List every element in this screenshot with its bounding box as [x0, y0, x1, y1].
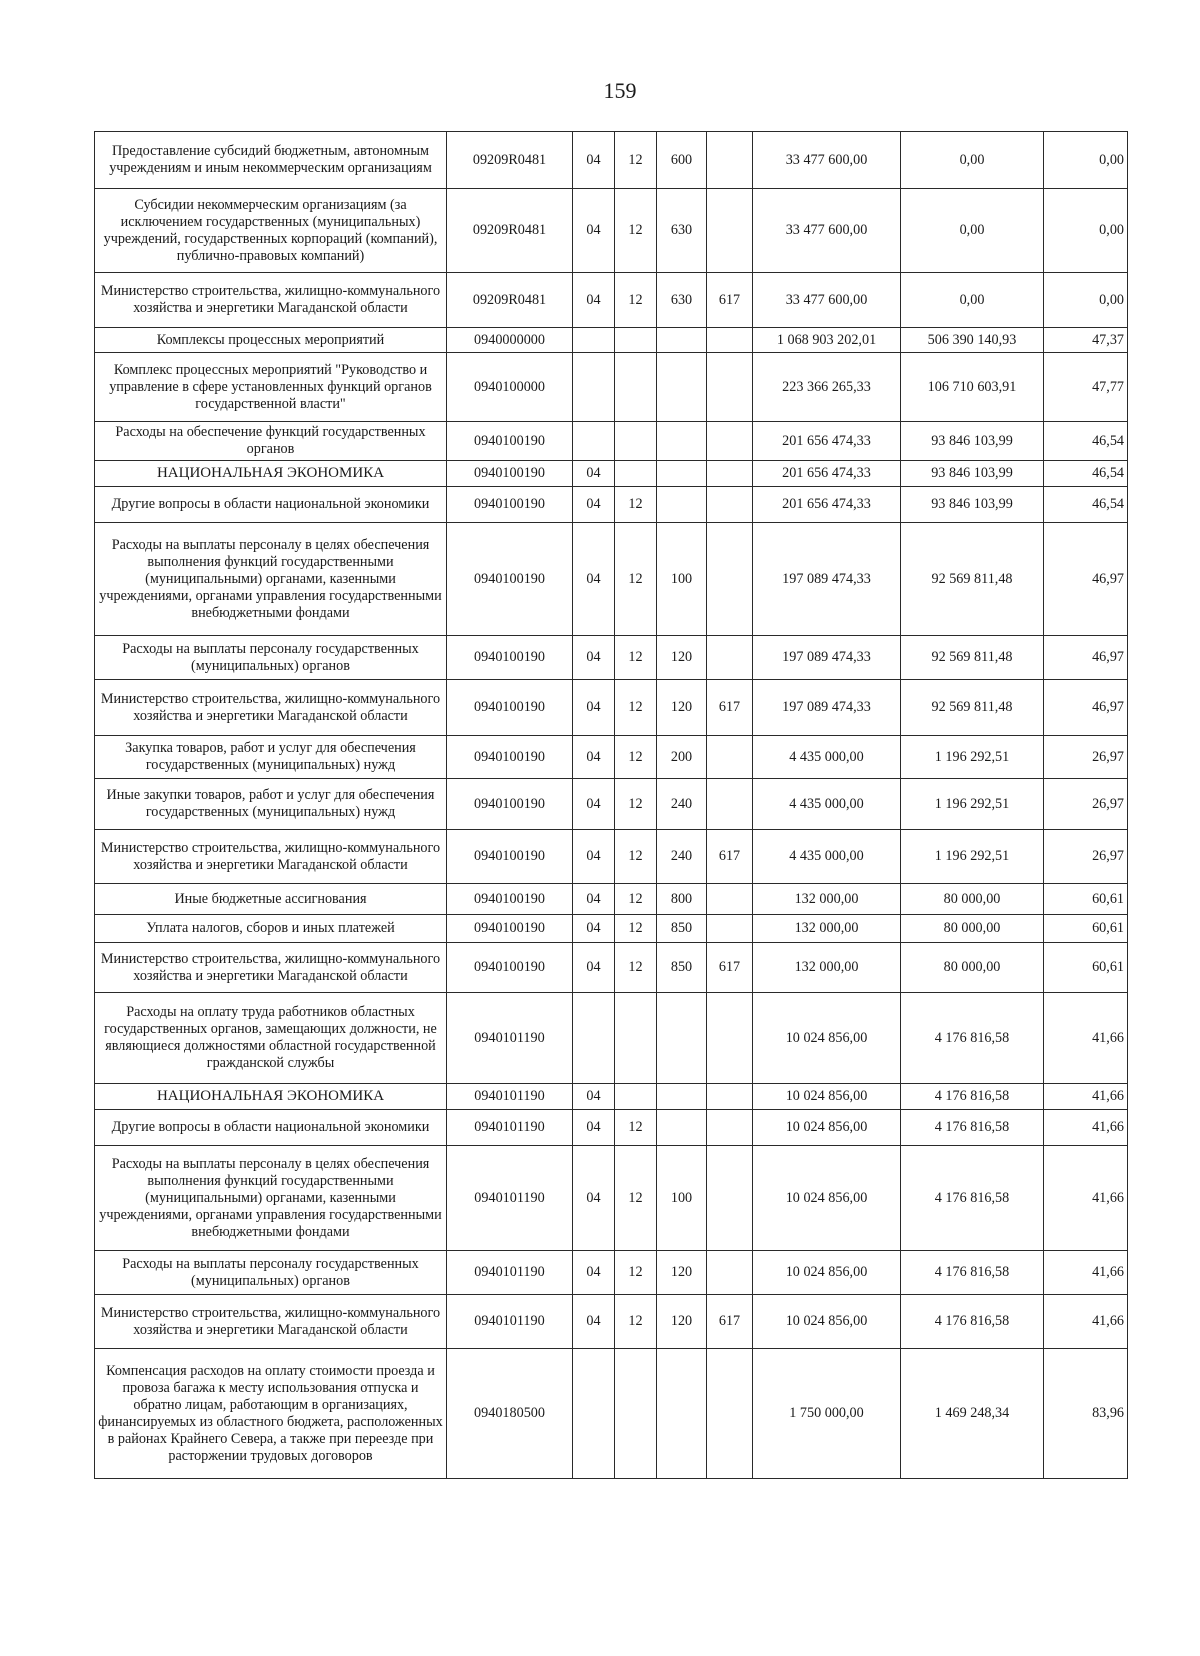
row-name-cell: Расходы на оплату труда работников областных государственных органов, замещающих должности, не являющиеся должностями областной государственной гражданской службы [95, 993, 447, 1084]
row-percent-cell: 46,97 [1044, 523, 1128, 636]
row-csr-cell: 0940100190 [447, 779, 573, 830]
row-percent-cell: 46,54 [1044, 461, 1128, 487]
row-admin-code-cell: 617 [707, 680, 753, 736]
row-expense-type-cell [657, 461, 707, 487]
page-number: 159 [603, 78, 637, 103]
row-section-cell [573, 328, 615, 353]
row-admin-code-cell [707, 328, 753, 353]
row-section-cell: 04 [573, 1110, 615, 1146]
row-percent-cell: 83,96 [1044, 1349, 1128, 1479]
table-row [95, 1146, 1128, 1251]
row-admin-code-cell [707, 915, 753, 943]
row-expense-type-cell: 600 [657, 132, 707, 189]
row-expense-type-cell: 100 [657, 523, 707, 636]
row-csr-cell: 0940100190 [447, 830, 573, 884]
row-percent-cell: 0,00 [1044, 189, 1128, 273]
row-plan-cell: 201 656 474,33 [753, 487, 901, 523]
row-fact-cell: 1 196 292,51 [901, 779, 1044, 830]
row-csr-cell: 0940100190 [447, 680, 573, 736]
row-plan-cell: 33 477 600,00 [753, 189, 901, 273]
row-name-cell: Министерство строительства, жилищно-коммунального хозяйства и энергетики Магаданской области [95, 943, 447, 993]
row-plan-cell: 10 024 856,00 [753, 1251, 901, 1295]
row-plan-cell: 132 000,00 [753, 943, 901, 993]
row-plan-cell: 10 024 856,00 [753, 1146, 901, 1251]
row-expense-type-cell [657, 328, 707, 353]
row-name-cell: Министерство строительства, жилищно-коммунального хозяйства и энергетики Магаданской области [95, 680, 447, 736]
row-expense-type-cell: 120 [657, 680, 707, 736]
row-percent-cell: 60,61 [1044, 884, 1128, 915]
row-fact-cell: 4 176 816,58 [901, 1084, 1044, 1110]
row-percent-cell: 0,00 [1044, 132, 1128, 189]
table-row [95, 884, 1128, 915]
row-subsection-cell: 12 [615, 915, 657, 943]
row-name-cell: Министерство строительства, жилищно-коммунального хозяйства и энергетики Магаданской области [95, 1295, 447, 1349]
row-fact-cell: 4 176 816,58 [901, 1295, 1044, 1349]
row-section-cell: 04 [573, 523, 615, 636]
row-fact-cell: 4 176 816,58 [901, 1110, 1044, 1146]
row-name-cell: Расходы на выплаты персоналу в целях обеспечения выполнения функций государственными (муниципальными) органами, казенными учреждениями, органами управления государственными внебюджетными фондами [95, 523, 447, 636]
row-section-cell: 04 [573, 461, 615, 487]
table-row [95, 736, 1128, 779]
row-csr-cell: 09209R0481 [447, 273, 573, 328]
row-csr-cell: 0940000000 [447, 328, 573, 353]
row-percent-cell: 46,97 [1044, 636, 1128, 680]
table-body [95, 132, 1128, 1479]
row-csr-cell: 0940101190 [447, 1110, 573, 1146]
row-expense-type-cell: 630 [657, 273, 707, 328]
row-percent-cell: 46,54 [1044, 422, 1128, 461]
row-percent-cell: 41,66 [1044, 1084, 1128, 1110]
row-name-cell: Предоставление субсидий бюджетным, автономным учреждениям и иным некоммерческим организациям [95, 132, 447, 189]
row-admin-code-cell [707, 189, 753, 273]
row-fact-cell: 4 176 816,58 [901, 993, 1044, 1084]
row-section-cell: 04 [573, 273, 615, 328]
row-csr-cell: 09209R0481 [447, 189, 573, 273]
row-percent-cell: 46,54 [1044, 487, 1128, 523]
row-expense-type-cell: 240 [657, 830, 707, 884]
row-percent-cell: 41,66 [1044, 1146, 1128, 1251]
row-section-cell: 04 [573, 680, 615, 736]
row-admin-code-cell [707, 353, 753, 422]
table-row [95, 189, 1128, 273]
row-subsection-cell [615, 1084, 657, 1110]
row-expense-type-cell [657, 487, 707, 523]
row-subsection-cell: 12 [615, 189, 657, 273]
row-admin-code-cell [707, 523, 753, 636]
row-admin-code-cell [707, 1110, 753, 1146]
row-name-cell: НАЦИОНАЛЬНАЯ ЭКОНОМИКА [95, 461, 447, 487]
table-row [95, 1251, 1128, 1295]
row-percent-cell: 41,66 [1044, 1110, 1128, 1146]
row-fact-cell: 92 569 811,48 [901, 523, 1044, 636]
table-row [95, 523, 1128, 636]
row-subsection-cell [615, 461, 657, 487]
row-section-cell: 04 [573, 884, 615, 915]
row-percent-cell: 26,97 [1044, 830, 1128, 884]
row-section-cell: 04 [573, 1146, 615, 1251]
row-expense-type-cell: 200 [657, 736, 707, 779]
row-expense-type-cell: 120 [657, 636, 707, 680]
row-subsection-cell: 12 [615, 1251, 657, 1295]
row-section-cell [573, 993, 615, 1084]
table-row [95, 993, 1128, 1084]
row-subsection-cell [615, 353, 657, 422]
row-expense-type-cell [657, 993, 707, 1084]
row-plan-cell: 132 000,00 [753, 915, 901, 943]
row-expense-type-cell: 630 [657, 189, 707, 273]
row-subsection-cell: 12 [615, 636, 657, 680]
row-percent-cell: 0,00 [1044, 273, 1128, 328]
row-expense-type-cell: 240 [657, 779, 707, 830]
row-csr-cell: 0940101190 [447, 1084, 573, 1110]
row-csr-cell: 0940100190 [447, 915, 573, 943]
row-fact-cell: 0,00 [901, 273, 1044, 328]
budget-table [94, 131, 1128, 1479]
row-subsection-cell: 12 [615, 736, 657, 779]
row-admin-code-cell [707, 736, 753, 779]
row-name-cell: Расходы на обеспечение функций государственных органов [95, 422, 447, 461]
table-row [95, 1084, 1128, 1110]
row-csr-cell: 0940101190 [447, 993, 573, 1084]
row-admin-code-cell [707, 1146, 753, 1251]
row-expense-type-cell [657, 422, 707, 461]
row-plan-cell: 33 477 600,00 [753, 273, 901, 328]
row-csr-cell: 09209R0481 [447, 132, 573, 189]
row-section-cell: 04 [573, 189, 615, 273]
table-row [95, 487, 1128, 523]
row-subsection-cell: 12 [615, 273, 657, 328]
row-section-cell: 04 [573, 1295, 615, 1349]
row-subsection-cell: 12 [615, 523, 657, 636]
row-name-cell: Уплата налогов, сборов и иных платежей [95, 915, 447, 943]
row-fact-cell: 92 569 811,48 [901, 680, 1044, 736]
row-fact-cell: 80 000,00 [901, 915, 1044, 943]
row-name-cell: Расходы на выплаты персоналу в целях обеспечения выполнения функций государственными (муниципальными) органами, казенными учреждениями, органами управления государственными внебюджетными фондами [95, 1146, 447, 1251]
table-row [95, 779, 1128, 830]
row-plan-cell: 201 656 474,33 [753, 461, 901, 487]
row-csr-cell: 0940101190 [447, 1251, 573, 1295]
row-csr-cell: 0940100000 [447, 353, 573, 422]
row-percent-cell: 60,61 [1044, 915, 1128, 943]
row-plan-cell: 132 000,00 [753, 884, 901, 915]
row-plan-cell: 223 366 265,33 [753, 353, 901, 422]
table-row [95, 680, 1128, 736]
row-section-cell: 04 [573, 830, 615, 884]
row-section-cell: 04 [573, 943, 615, 993]
row-plan-cell: 201 656 474,33 [753, 422, 901, 461]
row-fact-cell: 1 196 292,51 [901, 736, 1044, 779]
row-plan-cell: 10 024 856,00 [753, 993, 901, 1084]
row-csr-cell: 0940100190 [447, 422, 573, 461]
row-admin-code-cell [707, 1349, 753, 1479]
row-section-cell: 04 [573, 736, 615, 779]
row-fact-cell: 80 000,00 [901, 943, 1044, 993]
row-csr-cell: 0940100190 [447, 487, 573, 523]
table-row [95, 132, 1128, 189]
row-admin-code-cell [707, 779, 753, 830]
row-csr-cell: 0940101190 [447, 1295, 573, 1349]
row-section-cell [573, 353, 615, 422]
row-fact-cell: 92 569 811,48 [901, 636, 1044, 680]
row-subsection-cell: 12 [615, 830, 657, 884]
row-admin-code-cell: 617 [707, 830, 753, 884]
row-subsection-cell [615, 422, 657, 461]
row-csr-cell: 0940101190 [447, 1146, 573, 1251]
row-fact-cell: 4 176 816,58 [901, 1251, 1044, 1295]
row-csr-cell: 0940100190 [447, 884, 573, 915]
row-plan-cell: 197 089 474,33 [753, 523, 901, 636]
row-admin-code-cell [707, 884, 753, 915]
row-fact-cell: 0,00 [901, 132, 1044, 189]
row-expense-type-cell: 120 [657, 1251, 707, 1295]
row-percent-cell: 41,66 [1044, 1251, 1128, 1295]
row-section-cell: 04 [573, 1084, 615, 1110]
table-row [95, 1295, 1128, 1349]
row-plan-cell: 4 435 000,00 [753, 830, 901, 884]
row-csr-cell: 0940100190 [447, 736, 573, 779]
row-name-cell: Министерство строительства, жилищно-коммунального хозяйства и энергетики Магаданской области [95, 830, 447, 884]
row-subsection-cell [615, 1349, 657, 1479]
row-expense-type-cell: 100 [657, 1146, 707, 1251]
row-percent-cell: 47,77 [1044, 353, 1128, 422]
row-section-cell: 04 [573, 487, 615, 523]
table-row [95, 328, 1128, 353]
row-csr-cell: 0940100190 [447, 636, 573, 680]
row-fact-cell: 93 846 103,99 [901, 487, 1044, 523]
row-admin-code-cell: 617 [707, 273, 753, 328]
row-name-cell: НАЦИОНАЛЬНАЯ ЭКОНОМИКА [95, 1084, 447, 1110]
row-admin-code-cell [707, 1251, 753, 1295]
row-name-cell: Другие вопросы в области национальной экономики [95, 487, 447, 523]
row-fact-cell: 4 176 816,58 [901, 1146, 1044, 1251]
row-subsection-cell: 12 [615, 487, 657, 523]
row-section-cell: 04 [573, 132, 615, 189]
row-plan-cell: 4 435 000,00 [753, 736, 901, 779]
row-percent-cell: 26,97 [1044, 736, 1128, 779]
row-section-cell: 04 [573, 1251, 615, 1295]
row-plan-cell: 1 068 903 202,01 [753, 328, 901, 353]
row-csr-cell: 0940100190 [447, 461, 573, 487]
row-subsection-cell: 12 [615, 943, 657, 993]
row-fact-cell: 0,00 [901, 189, 1044, 273]
table-row [95, 353, 1128, 422]
row-plan-cell: 10 024 856,00 [753, 1084, 901, 1110]
row-admin-code-cell [707, 422, 753, 461]
table-row [95, 1110, 1128, 1146]
row-expense-type-cell [657, 1349, 707, 1479]
row-fact-cell: 1 469 248,34 [901, 1349, 1044, 1479]
row-admin-code-cell: 617 [707, 943, 753, 993]
row-admin-code-cell [707, 1084, 753, 1110]
row-section-cell: 04 [573, 915, 615, 943]
row-plan-cell: 4 435 000,00 [753, 779, 901, 830]
row-name-cell: Министерство строительства, жилищно-коммунального хозяйства и энергетики Магаданской области [95, 273, 447, 328]
row-subsection-cell: 12 [615, 779, 657, 830]
row-expense-type-cell: 120 [657, 1295, 707, 1349]
row-name-cell: Закупка товаров, работ и услуг для обеспечения государственных (муниципальных) нужд [95, 736, 447, 779]
table-row [95, 1349, 1128, 1479]
row-admin-code-cell [707, 461, 753, 487]
row-csr-cell: 0940100190 [447, 943, 573, 993]
row-name-cell: Комплексы процессных мероприятий [95, 328, 447, 353]
table-row [95, 830, 1128, 884]
row-expense-type-cell [657, 1110, 707, 1146]
row-expense-type-cell: 850 [657, 915, 707, 943]
table-row [95, 422, 1128, 461]
row-plan-cell: 10 024 856,00 [753, 1110, 901, 1146]
row-csr-cell: 0940100190 [447, 523, 573, 636]
row-plan-cell: 197 089 474,33 [753, 680, 901, 736]
row-section-cell [573, 1349, 615, 1479]
row-expense-type-cell: 800 [657, 884, 707, 915]
row-expense-type-cell [657, 1084, 707, 1110]
row-percent-cell: 41,66 [1044, 993, 1128, 1084]
row-subsection-cell [615, 328, 657, 353]
row-subsection-cell [615, 993, 657, 1084]
row-fact-cell: 80 000,00 [901, 884, 1044, 915]
row-name-cell: Другие вопросы в области национальной экономики [95, 1110, 447, 1146]
row-fact-cell: 93 846 103,99 [901, 422, 1044, 461]
row-admin-code-cell [707, 487, 753, 523]
row-name-cell: Иные закупки товаров, работ и услуг для обеспечения государственных (муниципальных) нужд [95, 779, 447, 830]
row-fact-cell: 1 196 292,51 [901, 830, 1044, 884]
row-admin-code-cell [707, 636, 753, 680]
row-section-cell [573, 422, 615, 461]
table-row [95, 636, 1128, 680]
row-fact-cell: 93 846 103,99 [901, 461, 1044, 487]
row-name-cell: Компенсация расходов на оплату стоимости проезда и провоза багажа к месту использования отпуска и обратно лицам, работающим в организациях, финансируемых из областного бюджета, расположенных в районах Крайнего Севера, а также при переезде при расторжении трудовых договоров [95, 1349, 447, 1479]
row-subsection-cell: 12 [615, 884, 657, 915]
row-section-cell: 04 [573, 636, 615, 680]
row-plan-cell: 1 750 000,00 [753, 1349, 901, 1479]
table-row [95, 461, 1128, 487]
row-percent-cell: 41,66 [1044, 1295, 1128, 1349]
row-name-cell: Расходы на выплаты персоналу государственных (муниципальных) органов [95, 636, 447, 680]
row-section-cell: 04 [573, 779, 615, 830]
row-name-cell: Иные бюджетные ассигнования [95, 884, 447, 915]
row-name-cell: Субсидии некоммерческим организациям (за исключением государственных (муниципальных) учреждений, государственных корпораций (компаний), публично-правовых компаний) [95, 189, 447, 273]
row-subsection-cell: 12 [615, 1146, 657, 1251]
row-expense-type-cell [657, 353, 707, 422]
row-plan-cell: 33 477 600,00 [753, 132, 901, 189]
row-expense-type-cell: 850 [657, 943, 707, 993]
row-percent-cell: 60,61 [1044, 943, 1128, 993]
table-row [95, 915, 1128, 943]
row-name-cell: Комплекс процессных мероприятий "Руководство и управление в сфере установленных функций органов государственной власти" [95, 353, 447, 422]
row-plan-cell: 197 089 474,33 [753, 636, 901, 680]
row-plan-cell: 10 024 856,00 [753, 1295, 901, 1349]
row-csr-cell: 0940180500 [447, 1349, 573, 1479]
table-row [95, 273, 1128, 328]
row-fact-cell: 506 390 140,93 [901, 328, 1044, 353]
row-admin-code-cell: 617 [707, 1295, 753, 1349]
row-fact-cell: 106 710 603,91 [901, 353, 1044, 422]
row-percent-cell: 47,37 [1044, 328, 1128, 353]
row-name-cell: Расходы на выплаты персоналу государственных (муниципальных) органов [95, 1251, 447, 1295]
row-subsection-cell: 12 [615, 1110, 657, 1146]
row-subsection-cell: 12 [615, 1295, 657, 1349]
row-admin-code-cell [707, 132, 753, 189]
table-row [95, 943, 1128, 993]
row-subsection-cell: 12 [615, 680, 657, 736]
row-percent-cell: 26,97 [1044, 779, 1128, 830]
row-subsection-cell: 12 [615, 132, 657, 189]
row-percent-cell: 46,97 [1044, 680, 1128, 736]
row-admin-code-cell [707, 993, 753, 1084]
